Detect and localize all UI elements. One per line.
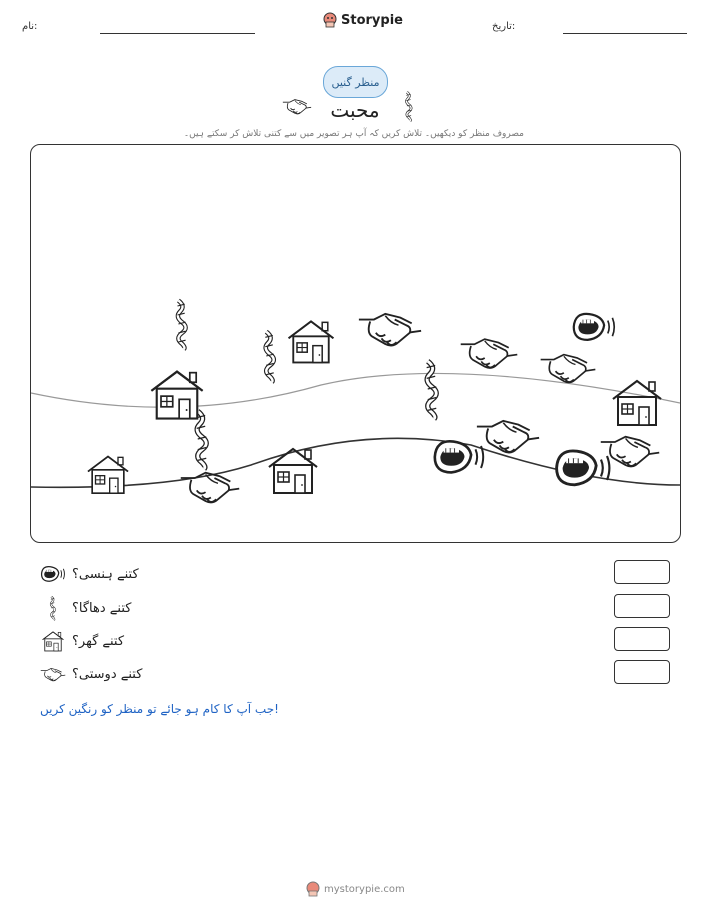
rope-3: [427, 361, 437, 419]
rope-icon: [402, 90, 416, 122]
handshake-6: [181, 473, 239, 503]
storypie-mascot-icon: [306, 881, 320, 897]
question-row: [40, 562, 139, 586]
answer-box[interactable]: [614, 594, 670, 618]
coloring-note: جب آپ کا کام ہو جائے تو منظر کو رنگین کریں!: [40, 702, 279, 716]
brand-logo: [323, 12, 403, 28]
house-4: [88, 457, 128, 494]
date-line[interactable]: [563, 33, 687, 34]
worksheet-title: محبت: [330, 98, 380, 122]
rope-4: [197, 411, 207, 469]
answer-box[interactable]: [614, 627, 670, 651]
answer-box[interactable]: [614, 660, 670, 684]
house-icon: [40, 629, 66, 653]
rope-1: [178, 301, 186, 350]
question-row: [40, 629, 124, 653]
house-3: [613, 381, 661, 425]
house-1: [289, 321, 334, 362]
name-line[interactable]: [100, 33, 255, 34]
date-label: تاریخ:: [492, 21, 516, 32]
scene-frame: [30, 144, 681, 543]
handshake-2: [461, 339, 518, 368]
footer-url[interactable]: mystorypie.com: [324, 883, 405, 895]
question-text: کتنے دوستی؟: [72, 666, 143, 682]
handshake-4: [477, 421, 539, 453]
house-5: [269, 449, 317, 493]
laughing-mouth-icon: [40, 563, 66, 585]
mouth-3: [557, 451, 610, 485]
house-2: [151, 372, 202, 419]
name-label: نام:: [22, 21, 38, 32]
handshake-1: [359, 314, 421, 346]
instructions: مصروف منظر کو دیکھیں۔ تلاش کریں کہ آپ ہر تصویر میں سے کتنی تلاش کر سکتے ہیں۔: [183, 129, 524, 139]
question-text: کتنے دھاگا؟: [72, 600, 132, 616]
mouth-1: [574, 314, 614, 340]
scene-illustration: [31, 145, 680, 542]
question-row: [40, 662, 142, 686]
category-pill: منظر گنیں: [323, 66, 388, 98]
brand-name: Storypie: [341, 12, 403, 28]
handshake-icon: [40, 663, 66, 685]
footer: [306, 881, 405, 897]
rope-2: [265, 332, 273, 382]
rope-icon: [40, 595, 66, 621]
handshake-3: [541, 355, 596, 383]
question-text: کتنے گھر؟: [72, 633, 125, 649]
question-text: کتنے ہنسی؟: [72, 566, 139, 582]
answer-box[interactable]: [614, 560, 670, 584]
storypie-mascot-icon: [323, 12, 337, 28]
question-row: [40, 596, 131, 620]
